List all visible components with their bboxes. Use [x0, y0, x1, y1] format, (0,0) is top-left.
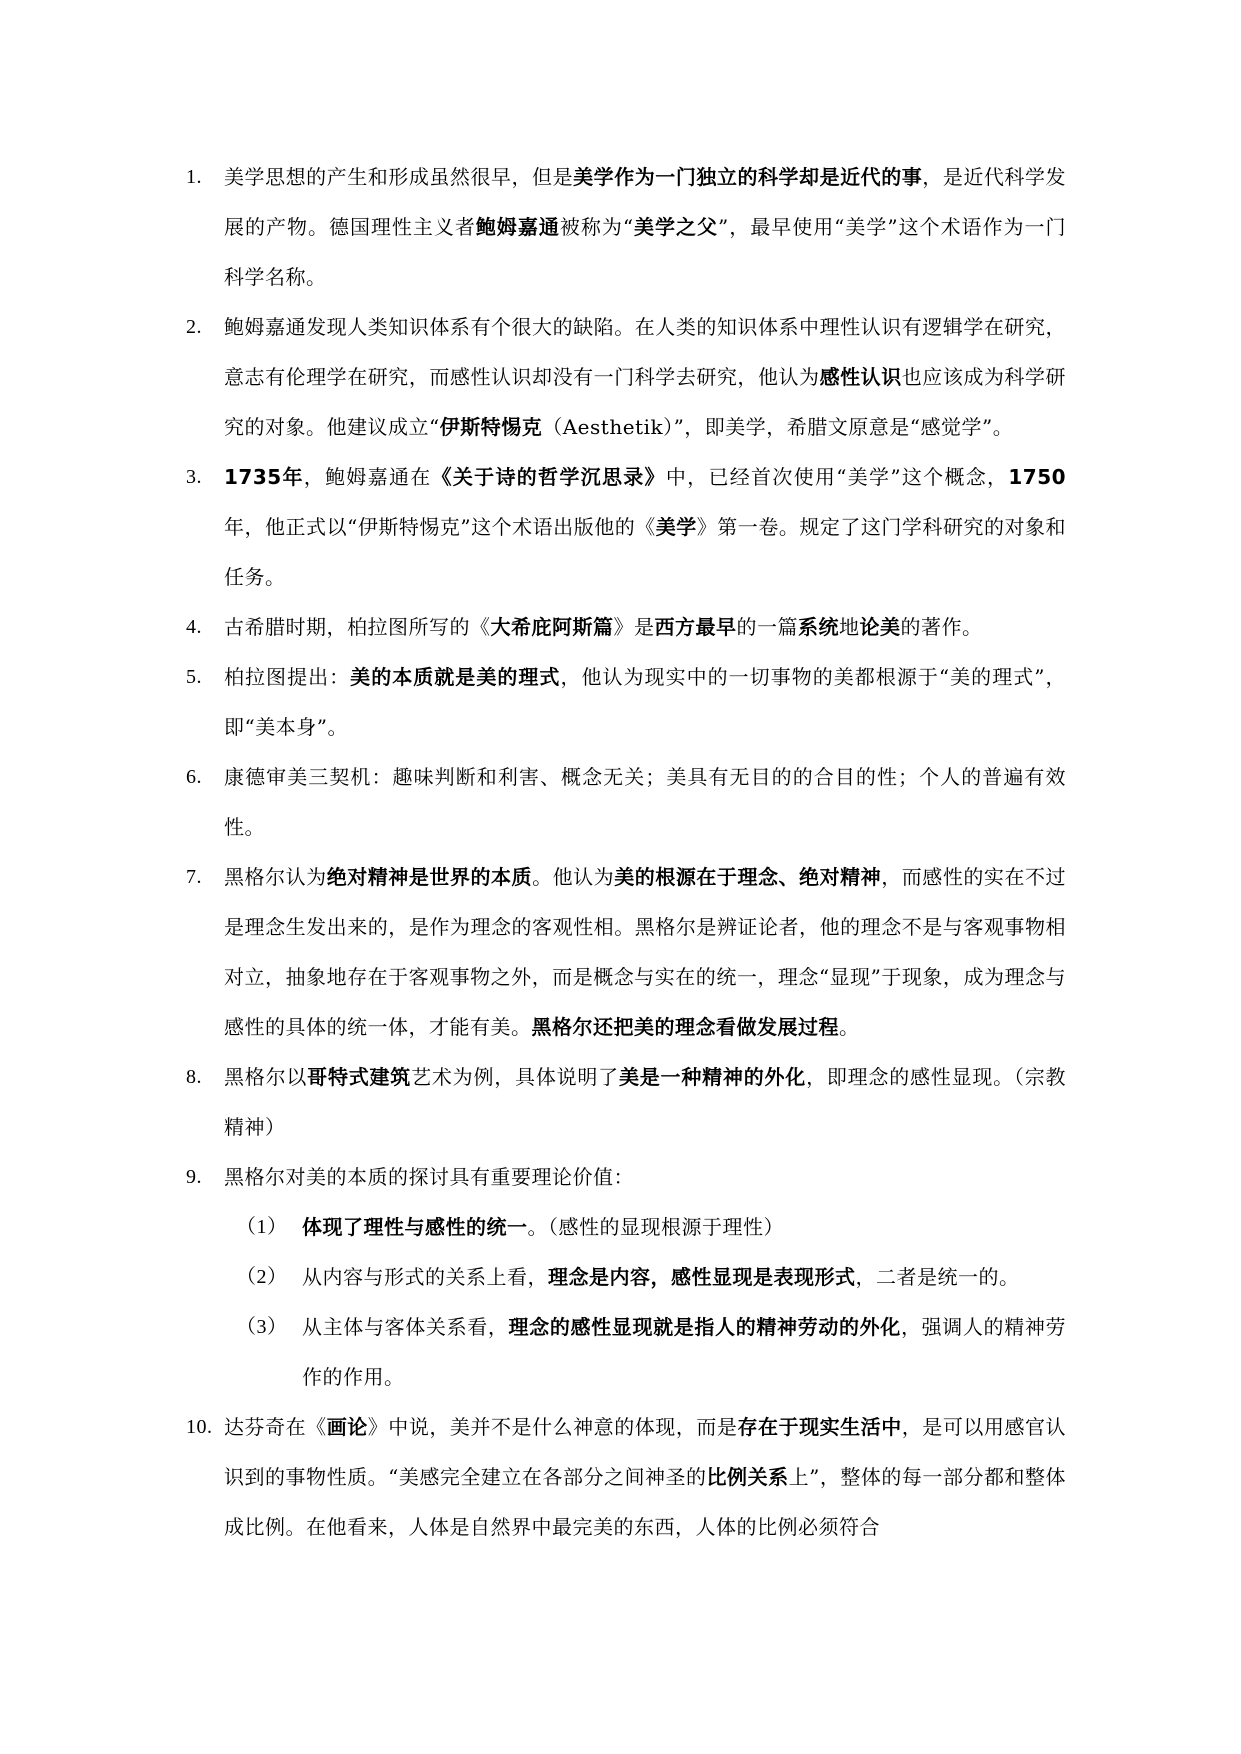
sub-list-item	[186, 1302, 1066, 1402]
list-item	[186, 602, 1066, 652]
emphasized-text: 美学	[655, 515, 697, 539]
list-item-number: 6.	[186, 766, 202, 788]
list-item	[186, 1052, 1066, 1152]
body-text: 黑格尔认为	[224, 865, 327, 889]
list-item-number: 4.	[186, 616, 202, 638]
emphasized-text: 《关于诗的哲学沉思录》	[431, 465, 666, 489]
emphasized-text: 黑格尔还把美的理念看做发展过程	[531, 1015, 839, 1039]
list-item-number: 5.	[186, 666, 202, 688]
body-text: ”，最早使用“美学”这个术语作为一门科学名称。	[224, 215, 1067, 289]
emphasized-text: 西方最早	[654, 615, 737, 639]
body-text: 达芬奇在《	[224, 1415, 327, 1439]
body-text: ，而感性的实在不过是理念生发出来的，是作为理念的客观性相。黑格尔是辨证论者，他的理念不是与客观事物相对立，抽象地存在于客观事物之外，而是概念与实在的统一，理念“显现”于现象，成为理念与感性的具体的统一体，才能有美。	[224, 865, 1067, 1039]
body-text: 黑格尔对美的本质的探讨具有重要理论价值：	[224, 1165, 634, 1189]
body-text: 年，他正式以“伊斯特惕克”这个术语出版他的《	[224, 515, 656, 539]
emphasized-text: 感性认识	[819, 365, 902, 389]
numbered-list	[186, 152, 1066, 1552]
emphasized-text: 存在于现实生活中	[737, 1415, 902, 1439]
body-text: 被称为“	[559, 215, 634, 239]
list-item-number: 1.	[186, 166, 202, 188]
body-text: 的著作。	[900, 615, 983, 639]
sub-list-item-number: （2）	[236, 1266, 288, 1288]
emphasized-text: 论美	[859, 615, 901, 639]
body-text: 》是	[613, 615, 655, 639]
body-text: ，是可以用感官认识到的事物性质。“美感完全建立在各部分之间神圣的	[224, 1415, 1067, 1489]
emphasized-text: 系统	[798, 615, 839, 639]
emphasized-text: 美是一种精神的外化	[618, 1065, 807, 1089]
body-text: 。	[839, 1015, 860, 1039]
emphasized-text: 理念的感性显现就是指人的精神劳动的外化	[508, 1315, 901, 1339]
body-text: 上”，整体的每一部分都和整体成比例。在他看来，人体是自然界中最完美的东西，人体的比例必须符合	[224, 1465, 1067, 1539]
body-text: 。（感性的显现根源于理性）	[527, 1215, 784, 1239]
body-text: ，他认为现实中的一切事物的美都根源于“美的理式”，即“美本身”。	[224, 665, 1067, 739]
emphasized-text: 美学作为一门独立的科学却是近代的事	[573, 165, 923, 189]
emphasized-text: 理念是内容，感性显现是表现形式	[548, 1265, 856, 1289]
body-text: 地	[839, 615, 860, 639]
body-text: 从内容与形式的关系上看，	[302, 1265, 548, 1289]
body-text: 康德审美三契机：趣味判断和利害、概念无关；美具有无目的的合目的性；个人的普遍有效性。	[224, 765, 1066, 839]
body-text: ，强调人的精神劳作的作用。	[302, 1315, 1067, 1389]
list-item-number: 9.	[186, 1166, 202, 1188]
emphasized-text: 鲍姆嘉通	[475, 215, 560, 239]
body-text: ，是近代科学发展的产物。德国理性主义者	[224, 165, 1067, 239]
body-text: （Aesthetik）”，即美学，希腊文原意是“感觉学”。	[542, 415, 1014, 439]
body-text: ，二者是统一的。	[855, 1265, 1020, 1289]
body-text: 黑格尔以	[224, 1065, 308, 1089]
body-text: 也应该成为科学研究的对象。他建议成立“	[224, 365, 1067, 439]
body-text: 。他认为	[532, 865, 615, 889]
list-item-number: 7.	[186, 866, 202, 888]
emphasized-text: 1735年	[224, 465, 304, 489]
emphasized-text: 1750	[1008, 465, 1067, 489]
list-item-number: 2.	[186, 316, 202, 338]
list-item-number: 10.	[186, 1416, 213, 1438]
sub-list-item-number: （3）	[236, 1316, 288, 1338]
sub-list-item	[186, 1202, 1066, 1252]
body-text: 古希腊时期，柏拉图所写的《	[224, 615, 491, 639]
list-item	[186, 752, 1066, 852]
body-text: ，鲍姆嘉通在	[303, 465, 432, 489]
body-text: 美学思想的产生和形成虽然很早，但是	[224, 165, 574, 189]
emphasized-text: 美的本质就是美的理式	[350, 665, 561, 689]
body-text: 中，已经首次使用“美学”这个概念，	[665, 465, 1009, 489]
list-item	[186, 1402, 1066, 1552]
list-item	[186, 852, 1066, 1052]
body-text: 》中说，美并不是什么神意的体现，而是	[367, 1415, 738, 1439]
body-text: 柏拉图提出：	[224, 665, 351, 689]
list-item	[186, 1152, 1066, 1202]
list-item-number: 3.	[186, 466, 202, 488]
emphasized-text: 哥特式建筑	[307, 1065, 412, 1089]
body-text: 的一篇	[736, 615, 798, 639]
list-item	[186, 302, 1066, 452]
emphasized-text: 绝对精神是世界的本质	[326, 865, 533, 889]
list-item-number: 8.	[186, 1066, 202, 1088]
emphasized-text: 体现了理性与感性的统一	[302, 1215, 528, 1239]
list-item	[186, 152, 1066, 302]
body-text: 从主体与客体关系看，	[302, 1315, 509, 1339]
emphasized-text: 画论	[326, 1415, 368, 1439]
sub-list-item	[186, 1252, 1066, 1302]
emphasized-text: 美的根源在于理念、绝对精神	[614, 865, 882, 889]
emphasized-text: 比例关系	[706, 1465, 789, 1489]
emphasized-text: 美学之父	[633, 215, 719, 239]
body-text: 艺术为例，具体说明了	[411, 1065, 619, 1089]
list-item	[186, 652, 1066, 752]
emphasized-text: 伊斯特惕克	[439, 415, 543, 439]
body-text: ，即理念的感性显现。（宗教精神）	[224, 1065, 1067, 1139]
emphasized-text: 大希庇阿斯篇	[490, 615, 614, 639]
sub-list-item-number: （1）	[236, 1216, 288, 1238]
list-item	[186, 452, 1066, 602]
body-text: 鲍姆嘉通发现人类知识体系有个很大的缺陷。在人类的知识体系中理性认识有逻辑学在研究，意志有伦理学在研究，而感性认识却没有一门科学去研究，他认为	[224, 315, 1066, 389]
body-text: 》第一卷。规定了这门学科研究的对象和任务。	[224, 515, 1067, 589]
